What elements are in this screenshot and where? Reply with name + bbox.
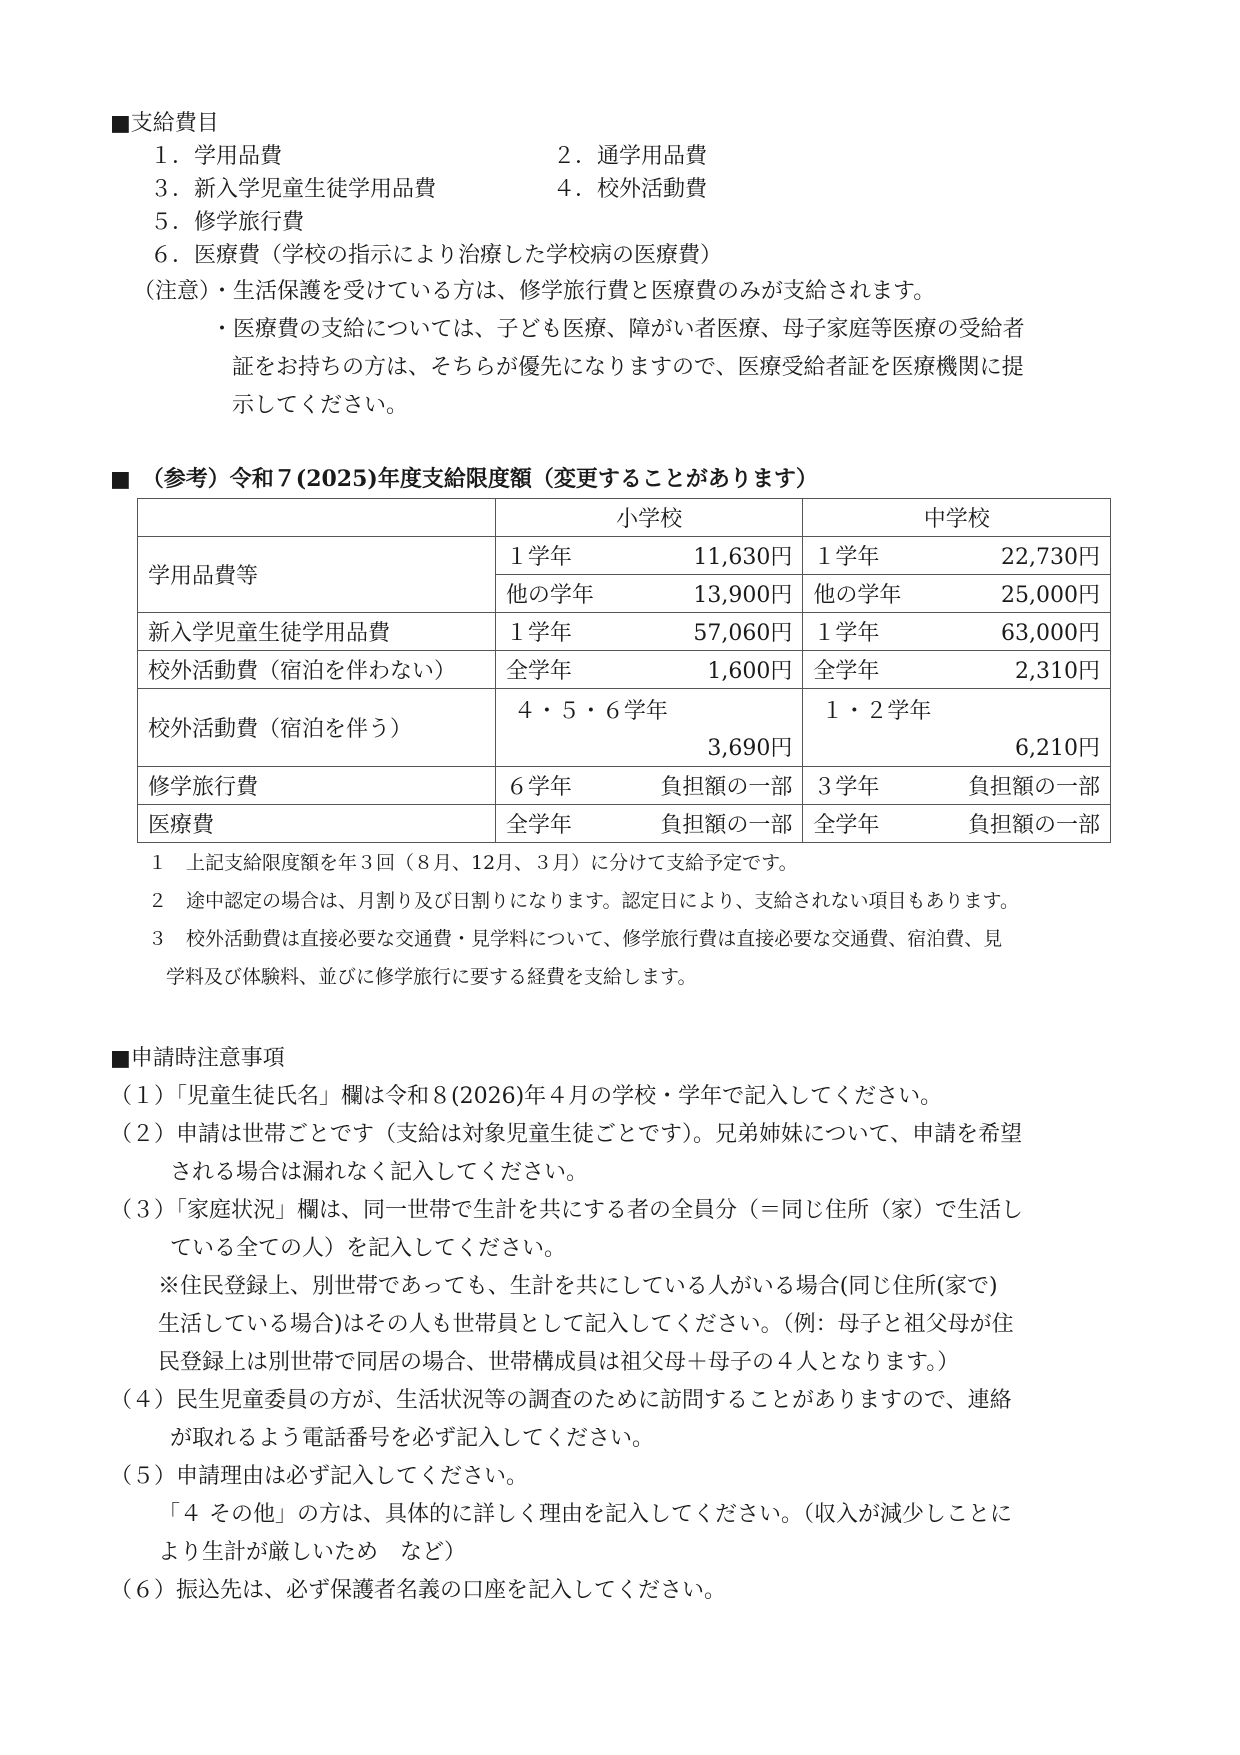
header-junior-high: 中学校 <box>803 499 1111 537</box>
junior-high-cell <box>803 767 1111 805</box>
grade: 他の学年 <box>505 583 594 608</box>
table-row <box>138 651 1111 689</box>
row-label: 校外活動費（宿泊を伴う） <box>138 689 496 767</box>
footnote-3-line-2: 学料及び体験料、並びに修学旅行に要する経費を支給します。 <box>166 966 697 988</box>
junior-high-cell <box>803 575 1111 613</box>
grade: 全学年 <box>505 813 572 838</box>
footnote-3-line-1: ３ 校外活動費は直接必要な交通費・見学料について、修学旅行費は直接必要な交通費、宿泊費、見 <box>148 928 1003 950</box>
table-header-row <box>138 499 1111 537</box>
elementary-cell <box>495 537 803 575</box>
footnote-1: １ 上記支給限度額を年３回（８月、12月、３月）に分けて支給予定です。 <box>148 852 798 874</box>
elementary-cell <box>495 613 803 651</box>
amount: 負担額の一部 <box>967 813 1100 838</box>
note-line: が取れるよう電話番号を必ず記入してください。 <box>170 1426 655 1451</box>
grade: 全学年 <box>813 813 880 838</box>
grade: 全学年 <box>813 659 880 684</box>
note-line: より生計が厳しいため など） <box>158 1540 467 1565</box>
note-2-line-3: 示してください。 <box>232 393 409 418</box>
grade: １・２学年 <box>821 698 932 724</box>
grade: ６学年 <box>505 775 572 800</box>
grade: １学年 <box>505 621 572 646</box>
section-heading-limits: ■ （参考）令和７(2025)年度支給限度額（変更することがあります） <box>110 466 818 492</box>
note-line: 生活している場合)はその人も世帯員として記入してください。（例：母子と祖父母が住 <box>158 1312 1014 1337</box>
row-label: 医療費 <box>138 805 496 843</box>
note-line: （４）民生児童委員の方が、生活状況等の調査のために訪問することがありますので、連絡 <box>110 1388 1012 1413</box>
note-1: ・生活保護を受けている方は、修学旅行費と医療費のみが支給されます。 <box>211 279 936 304</box>
item-4: ４．校外活動費 <box>553 177 708 202</box>
table-row <box>138 689 1111 767</box>
amount: 6,210円 <box>1015 735 1100 761</box>
junior-high-cell <box>803 613 1111 651</box>
junior-high-cell <box>803 537 1111 575</box>
amount: 25,000円 <box>1001 583 1100 608</box>
note-line: ている全ての人）を記入してください。 <box>170 1236 567 1261</box>
note-prefix: （注意） <box>133 279 222 304</box>
row-label: 校外活動費（宿泊を伴わない） <box>138 651 496 689</box>
note-line: （５）申請理由は必ず記入してください。 <box>110 1464 529 1489</box>
item-5: ５．修学旅行費 <box>150 210 305 235</box>
section-heading-application-notes: ■申請時注意事項 <box>110 1046 285 1071</box>
table-row <box>138 537 1111 575</box>
junior-high-cell <box>803 651 1111 689</box>
amount: 負担額の一部 <box>660 813 793 838</box>
grade: １学年 <box>813 621 880 646</box>
note-line: ※住民登録上、別世帯であっても、生計を共にしている人がいる場合(同じ住所(家で) <box>158 1274 998 1299</box>
elementary-cell <box>495 689 803 767</box>
amount: 63,000円 <box>1001 621 1100 646</box>
table-row <box>138 613 1111 651</box>
note-line: （６）振込先は、必ず保護者名義の口座を記入してください。 <box>110 1578 727 1603</box>
limits-table <box>137 498 1111 843</box>
note-2-line-1: ・医療費の支給については、子ども医療、障がい者医療、母子家庭等医療の受給者 <box>211 317 1025 342</box>
note-line: （２）申請は世帯ごとです（支給は対象児童生徒ごとです）。兄弟姉妹について、申請を希望 <box>110 1122 1023 1147</box>
grade: ３学年 <box>813 775 880 800</box>
grade: 他の学年 <box>813 583 902 608</box>
amount: 3,690円 <box>707 735 793 761</box>
row-label: 新入学児童生徒学用品費 <box>138 613 496 651</box>
item-3: ３．新入学児童生徒学用品費 <box>150 177 437 202</box>
amount: 11,630円 <box>693 545 793 570</box>
amount: 負担額の一部 <box>967 775 1100 800</box>
item-6: ６．医療費（学校の指示により治療した学校病の医療費） <box>150 243 723 268</box>
junior-high-cell <box>803 689 1111 767</box>
elementary-cell <box>495 805 803 843</box>
note-line: （３）「家庭状況」欄は、同一世帯で生計を共にする者の全員分（＝同じ住所（家）で生活し <box>110 1198 1024 1223</box>
item-2: ２．通学用品費 <box>553 144 708 169</box>
item-1: １．学用品費 <box>150 144 283 169</box>
junior-high-cell <box>803 805 1111 843</box>
elementary-cell <box>495 651 803 689</box>
note-line: 「４ その他」の方は、具体的に詳しく理由を記入してください。（収入が減少しことに <box>158 1502 1012 1527</box>
note-2-line-2: 証をお持ちの方は、そちらが優先になりますので、医療受給者証を医療機関に提 <box>232 355 1024 380</box>
amount: 負担額の一部 <box>660 775 793 800</box>
amount: 1,600円 <box>707 659 793 684</box>
amount: 2,310円 <box>1015 659 1100 684</box>
elementary-cell <box>495 767 803 805</box>
amount: 57,060円 <box>693 621 793 646</box>
grade: 全学年 <box>505 659 572 684</box>
amount: 22,730円 <box>1001 545 1100 570</box>
amount: 13,900円 <box>693 583 793 608</box>
grade: １学年 <box>505 545 572 570</box>
grade: １学年 <box>813 545 880 570</box>
table-row <box>138 805 1111 843</box>
section-heading-payment-items: ■支給費目 <box>110 111 219 136</box>
note-line: 民登録上は別世帯で同居の場合、世帯構成員は祖父母＋母子の４人となります。） <box>158 1350 960 1375</box>
elementary-cell <box>495 575 803 613</box>
note-line: される場合は漏れなく記入してください。 <box>170 1160 589 1185</box>
header-elementary: 小学校 <box>495 499 803 537</box>
note-line: （１）「児童生徒氏名」欄は令和８(2026)年４月の学校・学年で記入してください。 <box>110 1084 943 1109</box>
footnote-2: ２ 途中認定の場合は、月割り及び日割りになります。認定日により、支給されない項目もあります。 <box>148 890 1019 912</box>
table-row <box>138 767 1111 805</box>
row-label: 修学旅行費 <box>138 767 496 805</box>
row-label: 学用品費等 <box>138 537 496 613</box>
grade: ４・５・６学年 <box>513 698 668 724</box>
header-blank <box>138 499 496 537</box>
